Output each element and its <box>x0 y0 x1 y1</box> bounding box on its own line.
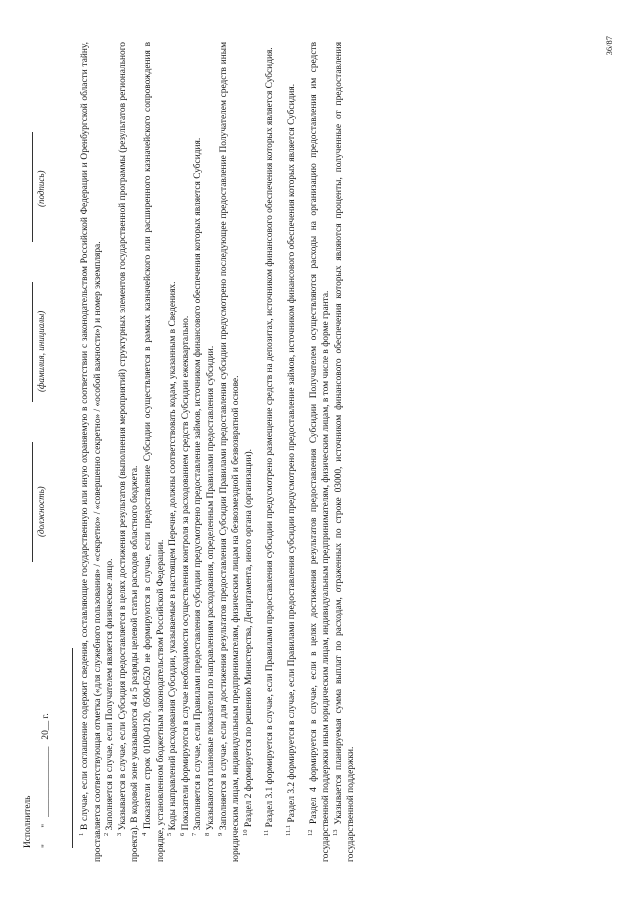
footnote-11: $^{11}$ Раздел 3.1 формируется в случае, если Правилами предоставления субсидии предусмотрено размещение средств на депозитах, источником финансового обеспечения которых является Субсидия. <box>263 47 276 836</box>
signature-block <box>20 42 54 862</box>
rotated-page <box>20 22 620 882</box>
footnote-7: $^7$ Заполняется в случае, если Правилами предоставления субсидии предусмотрено предоставление займов, источником финансового обеспечения которых является Субсидия. <box>191 137 204 836</box>
caption-name: (фамилия, инициалы) <box>36 310 46 392</box>
footnote-separator <box>72 648 73 848</box>
date-line: " " _______________ 20__ г. <box>41 713 51 848</box>
executor-label: Исполнитель <box>23 795 33 848</box>
footnote-9: $^9$ Заполняется в случае, если для достижения результатов предоставления Субсидии Правилами предоставления субсидии предусмотрено последующее предоставление Получателем средств иным юридическим лицам, индивидуальным предпринимателям, физическим лицам на безвозмездной и безвозвратной основе. <box>216 41 242 862</box>
footnote-3: $^3$ Указывается в случае, если Субсидия предоставляется в целях достижения результатов (выполнения мероприятий) структурных элементов государственной программы (результатов регионального проекта). В кодовой зоне указываются 4 и 5 разряды целевой статьи расходов областного бюджета. <box>115 42 141 862</box>
footnote-5: $^5$ Коды направлений расходования Субсидии, указываемые в настоящем Перечне, должны соответствовать кодам, указанным в Сведениях. <box>166 281 179 836</box>
footnote-11-1: $^{11.1}$ Раздел 3.2 формируется в случае, если Правилами предоставления субсидии предусмотрено предоставление займов, источником финансового обеспечения которых является Субсидия. <box>284 83 297 836</box>
page-content <box>20 42 358 862</box>
footnote-1: $^1$ В случае, если соглашение содержит сведения, составляющие государственную или иную охраняемую в соответствии с законодательством Российской Федерации и Оренбургской области тайну, проставляется соответствующая отметка («для служебного пользования» / «секретно» / «совершенно секретно» / «особой важности») и номер экземпляра. <box>77 42 103 862</box>
footnote-6: $^6$ Показатели формируются в случае необходимости осуществления контроля за расходованием средств Субсидии ежеквартально. <box>178 315 191 836</box>
signature-line <box>32 132 33 242</box>
footnote-2: $^2$ Заполняется в случае, если Получателем является физическое лицо. <box>103 558 116 836</box>
caption-position: (должность) <box>36 486 46 537</box>
footnote-13: $^{13}$ Указывается планируемая сумма выплат по расходам, отраженных по строке 03000, источником финансового обеспечения которых являются проценты, полученные от предоставления государственной поддержки. <box>331 41 357 862</box>
footnote-8: $^8$ Указываются плановые показатели по направлениям расходования, определенным Правилами предоставления субсидии. <box>203 345 216 836</box>
page-number: 36/87 <box>604 36 614 56</box>
footnote-10: $^{10}$ Раздел 2 формируется по решению Министерства, Департамента, иного органа (организации). <box>241 448 254 836</box>
name-line <box>32 282 33 402</box>
footnote-4: $^4$ Показатели строк 0100-0120, 0500-0520 не формируются в случае, если предоставление Субсидии осуществляется в рамках казначейского или расширенного казначейского сопровождения в порядке, установленном бюджетным законодательством Российской Федерации. <box>140 41 166 862</box>
footnote-12: $^{12}$ Раздел 4 формируется в случае, если в целях достижения результатов предоставления Субсидии Получателем осуществляются расходы на организацию предоставления им средств государственной поддержки иным юридическим лицам, индивидуальным предпринимателям, физическим лицам, в том числе в форме гранта. <box>306 41 332 862</box>
caption-signature: (подпись) <box>36 170 46 207</box>
position-line <box>32 442 33 562</box>
